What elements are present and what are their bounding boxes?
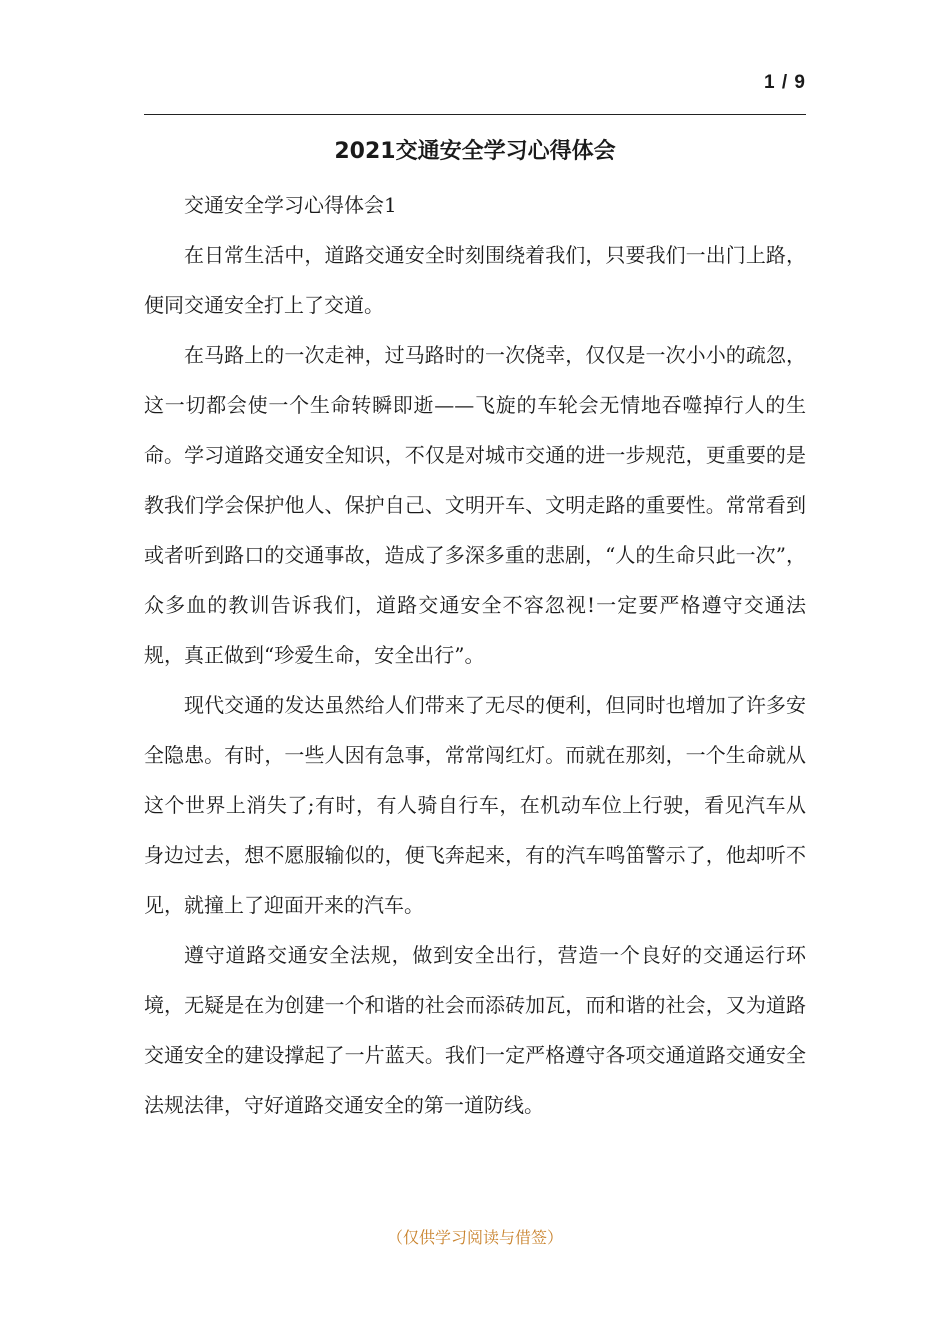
paragraph: 在日常生活中，道路交通安全时刻围绕着我们，只要我们一出门上路，便同交通安全打上了交道。 <box>144 243 806 317</box>
page-number: 1 / 9 <box>764 72 806 93</box>
footer-note: （仅供学习阅读与借签） <box>386 1228 563 1247</box>
paragraph: 遵守道路交通安全法规，做到安全出行，营造一个良好的交通运行环境，无疑是在为创建一个和谐的社会而添砖加瓦，而和谐的社会，又为道路交通安全的建设撑起了一片蓝天。我们一定严格遵守各项交通道路交通安全法规法律，守好道路交通安全的第一道防线。 <box>144 943 806 1117</box>
document-title: 2021交通安全学习心得体会 <box>334 139 616 164</box>
document-body <box>144 180 806 1130</box>
paragraph: 现代交通的发达虽然给人们带来了无尽的便利，但同时也增加了许多安全隐患。有时，一些人因有急事，常常闯红灯。而就在那刻，一个生命就从这个世界上消失了;有时，有人骑自行车，在机动车位上行驶，看见汽车从身边过去，想不愿服输似的，便飞奔起来，有的汽车鸣笛警示了，他却听不见，就撞上了迎面开来的汽车。 <box>144 693 806 917</box>
header-divider <box>144 114 806 115</box>
section-heading: 交通安全学习心得体会1 <box>184 193 397 217</box>
paragraph: 在马路上的一次走神，过马路时的一次侥幸，仅仅是一次小小的疏忽，这一切都会使一个生命转瞬即逝——飞旋的车轮会无情地吞噬掉行人的生命。学习道路交通安全知识，不仅是对城市交通的进一步规范，更重要的是教我们学会保护他人、保护自己、文明开车、文明走路的重要性。常常看到或者听到路口的交通事故，造成了多深多重的悲剧，“人的生命只此一次”，众多血的教训告诉我们，道路交通安全不容忽视!一定要严格遵守交通法规，真正做到“珍爱生命，安全出行”。 <box>144 343 806 667</box>
